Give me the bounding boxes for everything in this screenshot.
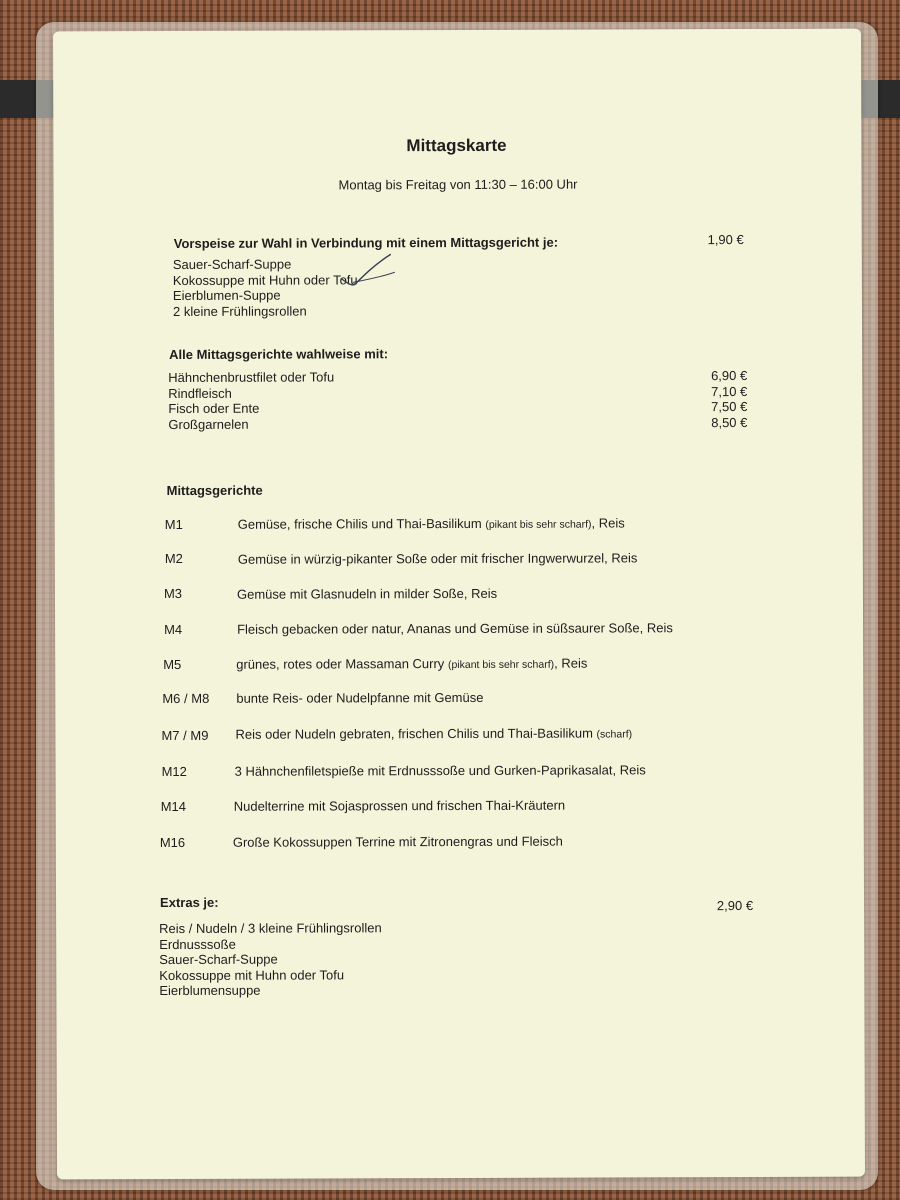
dish-spice-note: (pikant bis sehr scharf) (485, 518, 592, 531)
extra-item: Erdnusssoße (159, 936, 236, 952)
dish-code: M6 / M8 (162, 690, 210, 707)
dish-code: M14 (160, 798, 187, 815)
dish-description: 3 Hähnchenfiletspieße mit Erdnusssoße und Gurken-Paprikasalat, Reis (234, 762, 646, 779)
dish-description: bunte Reis- oder Nudelpfanne mit Gemüse (236, 689, 484, 706)
starter-item: Eierblumen-Suppe (172, 287, 281, 303)
option-price: 7,50 € (711, 398, 748, 415)
starter-price: 1,90 € (707, 232, 744, 248)
dish-code: M3 (163, 585, 183, 602)
dish-description: Nudelterrine mit Sojasprossen und frischen Thai-Kräutern (233, 797, 566, 814)
dish-code: M7 / M9 (161, 727, 209, 744)
dish-spice-note: (scharf) (596, 728, 633, 741)
dish-code: M4 (164, 621, 183, 638)
dish-code: M16 (159, 834, 186, 851)
extras-list (159, 920, 382, 998)
dish-description: Gemüse, frische Chilis und Thai-Basilikum (pikant bis sehr scharf), Reis (237, 515, 625, 532)
option-name: Fisch oder Ente (168, 400, 260, 417)
option-price: 8,50 € (711, 414, 748, 430)
starter-item: Kokossuppe mit Huhn oder Tofu (172, 271, 358, 288)
options-prices (699, 368, 747, 430)
dish-description: grünes, rotes oder Massaman Curry (pikant bis sehr scharf), Reis (236, 655, 588, 672)
option-name: Rindfleisch (168, 385, 232, 401)
dish-description: Gemüse mit Glasnudeln in milder Soße, Reis (236, 585, 498, 602)
dish-description: Reis oder Nudeln gebraten, frischen Chilis und Thai-Basilikum (scharf) (235, 725, 633, 742)
extra-item: Reis / Nudeln / 3 kleine Frühlingsrollen (159, 920, 382, 937)
dish-code: M2 (164, 550, 183, 567)
option-price: 6,90 € (711, 367, 748, 384)
dishes-heading: Mittagsgerichte (166, 482, 263, 499)
dish-description: Fleisch gebacken oder natur, Ananas und Gemüse in süßsaurer Soße, Reis (237, 620, 673, 637)
dish-spice-note: (pikant bis sehr scharf) (447, 658, 555, 672)
dish-code: M1 (164, 516, 183, 533)
dish-code: M12 (161, 763, 187, 780)
extra-item: Kokossuppe mit Huhn oder Tofu (159, 966, 345, 983)
option-name: Großgarnelen (168, 416, 249, 432)
starter-item: Sauer-Scharf-Suppe (172, 256, 292, 272)
extras-price: 2,90 € (716, 897, 754, 914)
options-heading: Alle Mittagsgerichte wahlweise mit: (169, 346, 389, 363)
starter-heading: Vorspeise zur Wahl in Verbindung mit einem Mittagsgericht je: (173, 234, 559, 251)
handwritten-check-mark (339, 252, 399, 292)
dish-description: Gemüse in würzig-pikanter Soße oder mit frischer Ingwerwurzel, Reis (237, 550, 638, 567)
starter-item: 2 kleine Frühlingsrollen (172, 303, 307, 319)
dish-description: Große Kokossuppen Terrine mit Zitronengras und Fleisch (232, 833, 563, 850)
extra-item: Sauer-Scharf-Suppe (159, 951, 278, 968)
extras-heading: Extras je: (160, 894, 219, 911)
dish-code: M5 (163, 656, 182, 673)
extra-item: Eierblumensuppe (159, 982, 261, 999)
menu-page (53, 29, 865, 1180)
options-list (168, 369, 334, 432)
option-name: Hähnchenbrustfilet oder Tofu (168, 369, 335, 386)
opening-hours: Montag bis Freitag von 11:30 – 16:00 Uhr (338, 176, 578, 193)
option-price: 7,10 € (711, 383, 748, 399)
menu-title: Mittagskarte (406, 135, 507, 156)
starter-list (173, 256, 358, 319)
